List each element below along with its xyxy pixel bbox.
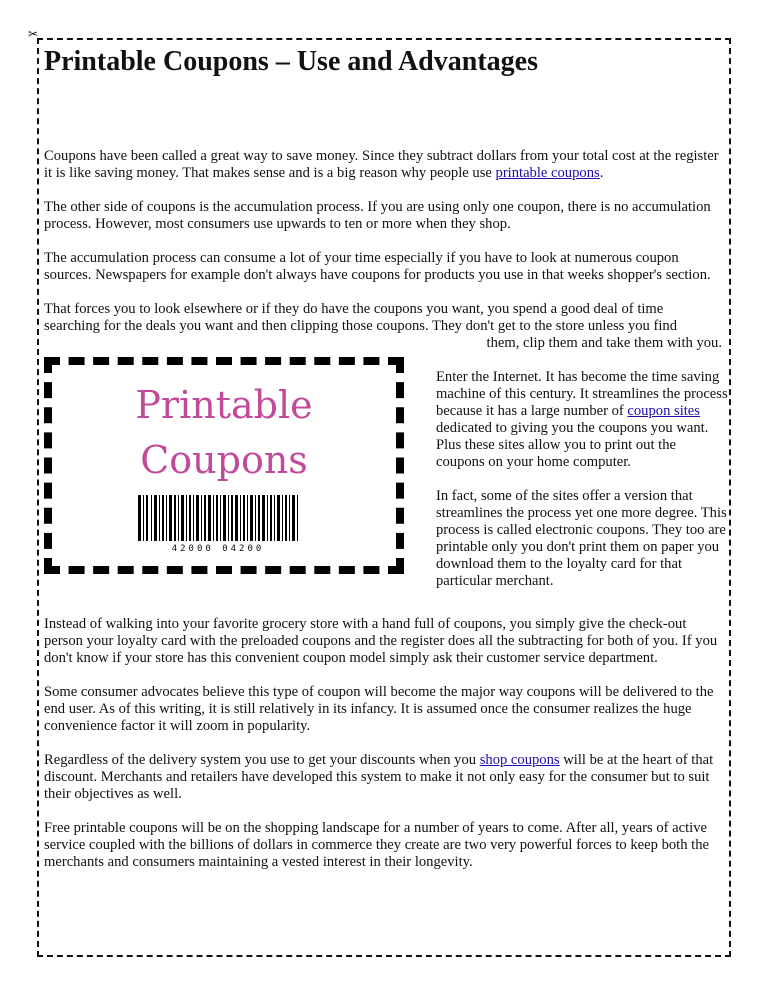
paragraph-accumulation: The other side of coupons is the accumulation process. If you are using only one coupon, there is no accumulation process. However, most consumers use upwards to ten or more when they shop. <box>44 199 711 232</box>
scissors-icon: ✂ <box>28 27 39 41</box>
coupon-sites-link[interactable]: coupon sites <box>627 403 700 419</box>
shop-coupons-link[interactable]: shop coupons <box>479 752 560 768</box>
coupon-line-2: Coupons <box>140 438 308 482</box>
paragraph-electronic: In fact, some of the sites offer a version that streamlines the process yet one more degree. This process is called electronic coupons. They too are printable only you don't print them on paper you download them to the loyalty card for that particular merchant. <box>436 488 727 589</box>
coupon-line-1: Printable <box>135 383 313 427</box>
coupon-image <box>44 357 404 574</box>
paragraph-loyalty: Instead of walking into your favorite grocery store with a hand full of coupons, you simply give the check-out person your loyalty card with the preloaded coupons and the register does all the subtracting for both of you. If you don't know if your store has this convenient coupon model simply ask their customer service department. <box>44 616 718 666</box>
barcode-number: 42000 04200 <box>171 544 265 554</box>
paragraph-advocates: Some consumer advocates believe this type of coupon will become the major way coupons will be delivered to the end user. As of this writing, it is still relatively in its infancy. It is assumed once the consumer realizes the huge convenience factor it will zoom in popularity. <box>44 684 714 734</box>
sidebar-text <box>436 352 728 607</box>
page-title: Printable Coupons – Use and Advantages <box>44 46 538 77</box>
paragraph-delivery: Regardless of the delivery system you use to get your discounts when you shop coupons will be at the heart of that discount. Merchants and retailers have developed this system to make it not only easy for the consumer but to suit their objectives as well. <box>44 752 714 802</box>
article-body <box>44 148 728 888</box>
paragraph-time: The accumulation process can consume a lot of your time especially if you have to look at numerous coupon sources. Newspapers for example don't always have coupons for products you use in that weeks shopper's section. <box>44 250 711 283</box>
printable-coupons-link[interactable]: printable coupons <box>495 165 600 181</box>
barcode-icon <box>138 495 298 541</box>
paragraph-intro: Coupons have been called a great way to save money. Since they subtract dollars from your total cost at the register it is like saving money. That makes sense and is a big reason why people use printable coupons. <box>44 148 719 181</box>
paragraph-conclusion: Free printable coupons will be on the shopping landscape for a number of years to come. After all, years of active service coupled with the billions of dollars in commerce they create are two very powerful forces to keep both the merchants and consumers maintaining a vested interest in their longevity. <box>44 820 709 870</box>
image-and-sidebar <box>44 352 728 599</box>
paragraph-elsewhere: That forces you to look elsewhere or if they do have the coupons you want, you spend a good deal of time searching for the deals you want and then clipping those coupons. They don't get to the store unless you find them, clip them and take them with you. <box>44 301 722 351</box>
paragraph-internet: Enter the Internet. It has become the time saving machine of this century. It streamlines the process because it has a large number of coupon sites dedicated to giving you the coupons you want. Plus these sites allow you to print out the coupons on your home computer. <box>436 369 728 470</box>
